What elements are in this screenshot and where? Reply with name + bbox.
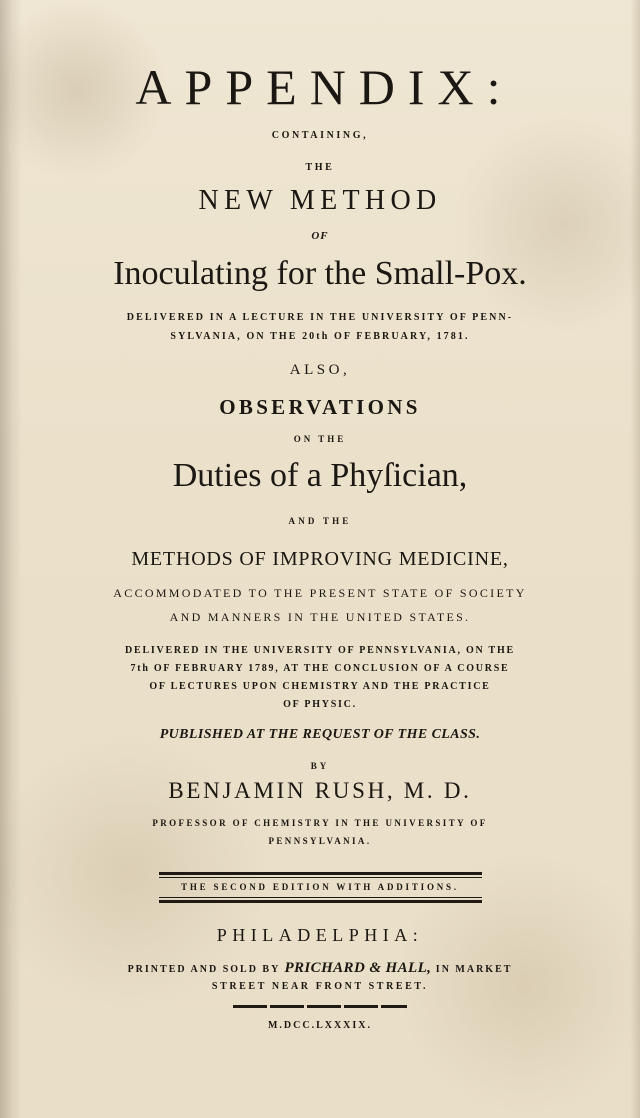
appendix-title: APPENDIX: (135, 59, 514, 115)
published-request: PUBLISHED AT THE REQUEST OF THE CLASS. (159, 727, 481, 742)
printed-suffix: IN MARKET (435, 964, 513, 975)
accommodated-line-1: ACCOMMODATED TO THE PRESENT STATE OF SOCIETY (113, 586, 527, 600)
professor-block (32, 815, 608, 849)
observations-heading: OBSERVATIONS (219, 395, 421, 419)
delivered-1781-line-2: SYLVANIA, ON THE 20th OF FEBRUARY, 1781. (170, 331, 470, 342)
the-label: THE (305, 162, 335, 173)
delivered-1781-block (32, 309, 608, 346)
professor-line-1: PROFESSOR OF CHEMISTRY IN THE UNIVERSITY OF (152, 818, 488, 828)
printed-prefix: PRINTED AND SOLD BY (127, 964, 280, 975)
accommodated-block (32, 584, 608, 626)
delivered-1789-line-3: OF LECTURES UPON CHEMISTRY AND THE PRACTICE (149, 681, 491, 692)
delivered-1789-line-2: 7th OF FEBRUARY 1789, AT THE CONCLUSION OF A COURSE (130, 663, 510, 674)
author-name: BENJAMIN RUSH, M. D. (168, 778, 472, 803)
delivered-1789-block (32, 642, 608, 714)
also-label: ALSO, (289, 362, 351, 378)
delivered-1781-line-1: DELIVERED IN A LECTURE IN THE UNIVERSITY OF PENN- (126, 312, 514, 323)
bottom-thin-rule (159, 897, 482, 898)
city-heading: PHILADELPHIA: (216, 925, 424, 945)
printer-name: PRICHARD & HALL, (284, 960, 432, 976)
professor-line-2: PENNSYLVANIA. (268, 836, 372, 846)
and-the-label: AND THE (288, 516, 352, 526)
edition-note: THE SECOND EDITION WITH ADDITIONS. (181, 882, 459, 892)
on-the-label: ON THE (293, 434, 347, 444)
containing-label: CONTAINING, (271, 130, 369, 141)
delivered-1789-line-1: DELIVERED IN THE UNIVERSITY OF PENNSYLVANIA, ON THE (125, 645, 515, 656)
methods-heading: METHODS OF IMPROVING MEDICINE, (131, 548, 509, 570)
duties-heading: Duties of a Phyſician, (172, 457, 468, 494)
by-label: BY (310, 761, 330, 771)
page-edge-shadow (630, 0, 640, 1118)
top-thick-rule (159, 872, 482, 875)
title-page-text (32, 59, 608, 1038)
edition-rule-block (159, 872, 482, 903)
bottom-thick-rule (159, 900, 482, 903)
short-broken-rule (233, 1005, 407, 1008)
delivered-1789-line-4: OF PHYSIC. (283, 699, 357, 710)
binding-shadow (0, 0, 22, 1118)
inoculating-heading: Inoculating for the Small-Pox. (113, 255, 527, 292)
of-label: OF (311, 230, 329, 242)
publication-date: M.DCC.LXXXIX. (267, 1020, 373, 1031)
printer-line (32, 959, 608, 979)
street-line: STREET NEAR FRONT STREET. (211, 981, 429, 992)
accommodated-line-2: AND MANNERS IN THE UNITED STATES. (169, 610, 471, 624)
new-method-heading: NEW METHOD (198, 185, 442, 216)
